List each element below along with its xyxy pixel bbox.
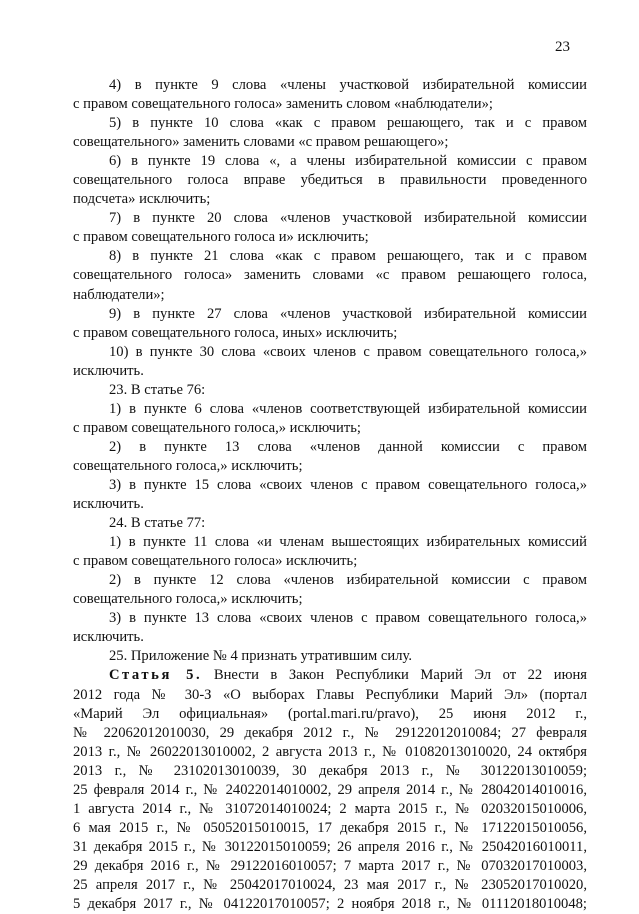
line-text: Внести в Закон Республики Марий Эл от 22 июня — [213, 667, 587, 684]
text-line — [73, 362, 587, 381]
line-text: с правом совещательного голоса и» исключить; — [73, 229, 369, 246]
line-text: 9) в пункте 27 слова «членов участковой избирательной комиссии — [109, 305, 587, 322]
text-line — [73, 724, 587, 743]
line-text: совещательного голоса,» исключить; — [73, 457, 303, 474]
line-text: 29 декабря 2016 г., № 29122016010057; 7 марта 2017 г., № 07032017010003, — [73, 857, 587, 874]
line-text: подсчета» исключить; — [73, 191, 211, 208]
text-line — [73, 647, 587, 666]
line-text: 7) в пункте 20 слова «членов участковой избирательной комиссии — [109, 210, 587, 227]
line-text: 2) в пункте 12 слова «членов избирательной комиссии с правом — [109, 572, 587, 589]
line-text: с правом совещательного голоса, иных» исключить; — [73, 324, 398, 341]
text-line — [73, 343, 587, 362]
text-line — [73, 628, 587, 647]
text-line — [73, 76, 587, 95]
line-text: 10) в пункте 30 слова «своих членов с правом совещательного голоса,» — [109, 343, 587, 360]
text-line — [73, 305, 587, 324]
text-line — [73, 838, 587, 857]
text-line — [73, 743, 587, 762]
text-line — [73, 190, 587, 209]
line-text: 1) в пункте 6 слова «членов соответствующей избирательной комиссии — [109, 400, 587, 417]
line-text: с правом совещательного голоса,» исключить; — [73, 419, 361, 436]
line-text: с правом совещательного голоса» заменить словом «наблюдатели»; — [73, 96, 493, 113]
line-text: «Марий Эл официальная» (portal.mari.ru/pravo), 25 июня 2012 г., — [73, 705, 587, 722]
line-text: 8) в пункте 21 слова «как с правом решающего, так и с правом — [109, 248, 587, 265]
line-text: совещательного» заменить словами «с правом решающего»; — [73, 134, 449, 151]
text-line — [73, 266, 587, 285]
text-line — [73, 114, 587, 133]
line-text: 25 апреля 2017 г., № 25042017010024, 23 мая 2017 г., № 23052017010020, — [73, 876, 587, 893]
line-text: 31 декабря 2015 г., № 30122015010059; 26 апреля 2016 г., № 25042016010011, — [73, 838, 587, 855]
text-line — [73, 381, 587, 400]
line-text: исключить. — [73, 362, 144, 379]
text-line — [73, 133, 587, 152]
line-text: наблюдатели»; — [73, 286, 165, 303]
line-text: совещательного голоса» заменить словами «с правом решающего голоса, — [73, 267, 587, 284]
text-line — [73, 152, 587, 171]
line-text: совещательного голоса,» исключить; — [73, 591, 303, 608]
line-text: 3) в пункте 15 слова «своих членов с правом совещательного голоса,» — [109, 476, 587, 493]
text-line — [73, 95, 587, 114]
text-line — [73, 495, 587, 514]
line-text: 5 декабря 2017 г., № 04122017010057; 2 ноября 2018 г., № 01112018010048; — [73, 896, 587, 913]
line-text: 3) в пункте 13 слова «своих членов с правом совещательного голоса,» — [109, 610, 587, 627]
line-text: с правом совещательного голоса» исключить; — [73, 553, 358, 570]
page-number: 23 — [555, 39, 570, 55]
line-text: исключить. — [73, 629, 144, 646]
text-line — [73, 609, 587, 628]
line-text: 4) в пункте 9 слова «члены участковой избирательной комиссии — [109, 77, 587, 93]
line-text: 2) в пункте 13 слова «членов данной комиссии с правом — [109, 438, 587, 455]
text-line — [73, 476, 587, 495]
text-line — [73, 457, 587, 476]
line-text: 24. В статье 77: — [109, 515, 206, 532]
text-line — [73, 762, 587, 781]
text-line — [73, 286, 587, 305]
line-text: 1) в пункте 11 слова «и членам вышестоящих избирательных комиссий — [109, 534, 587, 551]
text-line — [73, 533, 587, 552]
text-line — [73, 438, 587, 457]
line-text: 5) в пункте 10 слова «как с правом решающего, так и с правом — [109, 115, 587, 132]
text-line — [73, 590, 587, 609]
article-heading: Статья 5. — [109, 667, 203, 684]
text-line — [73, 514, 587, 533]
line-text: № 22062012010030, 29 декабря 2012 г., № 29122012010084; 27 февраля — [73, 724, 587, 741]
line-text: 2013 г., № 26022013010002, 2 августа 2013 г., № 01082013010020, 24 октября — [73, 743, 587, 760]
text-line — [73, 171, 587, 190]
line-text: 25 февраля 2014 г., № 24022014010002, 29 апреля 2014 г., № 28042014010016, — [73, 781, 587, 798]
line-text: 6 мая 2015 г., № 05052015010015, 17 декабря 2015 г., № 17122015010056, — [73, 819, 587, 836]
document-body — [73, 76, 587, 914]
line-text: совещательного голоса вправе убедиться в правильности проведенного — [73, 172, 587, 189]
line-text: 2012 года № 30-З «О выборах Главы Республики Марий Эл» (портал — [73, 686, 587, 703]
text-line — [73, 666, 587, 685]
text-line — [73, 857, 587, 876]
text-line — [73, 686, 587, 705]
text-line — [73, 209, 587, 228]
line-text: исключить. — [73, 496, 144, 513]
text-line — [73, 705, 587, 724]
line-text: 6) в пункте 19 слова «, а члены избирательной комиссии с правом — [109, 153, 587, 170]
text-line — [73, 400, 587, 419]
text-line — [73, 800, 587, 819]
text-line — [73, 552, 587, 571]
text-line — [73, 324, 587, 343]
text-line — [73, 571, 587, 590]
text-line — [73, 247, 587, 266]
line-text: 2013 г., № 23102013010039, 30 декабря 2013 г., № 30122013010059; — [73, 762, 587, 779]
line-text: 25. Приложение № 4 признать утратившим силу. — [109, 648, 412, 665]
line-text: 1 августа 2014 г., № 31072014010024; 2 марта 2015 г., № 02032015010006, — [73, 800, 587, 817]
text-line — [73, 228, 587, 247]
text-line — [73, 419, 587, 438]
text-line — [73, 781, 587, 800]
text-line — [73, 876, 587, 895]
line-text: 23. В статье 76: — [109, 381, 206, 398]
text-line — [73, 819, 587, 838]
